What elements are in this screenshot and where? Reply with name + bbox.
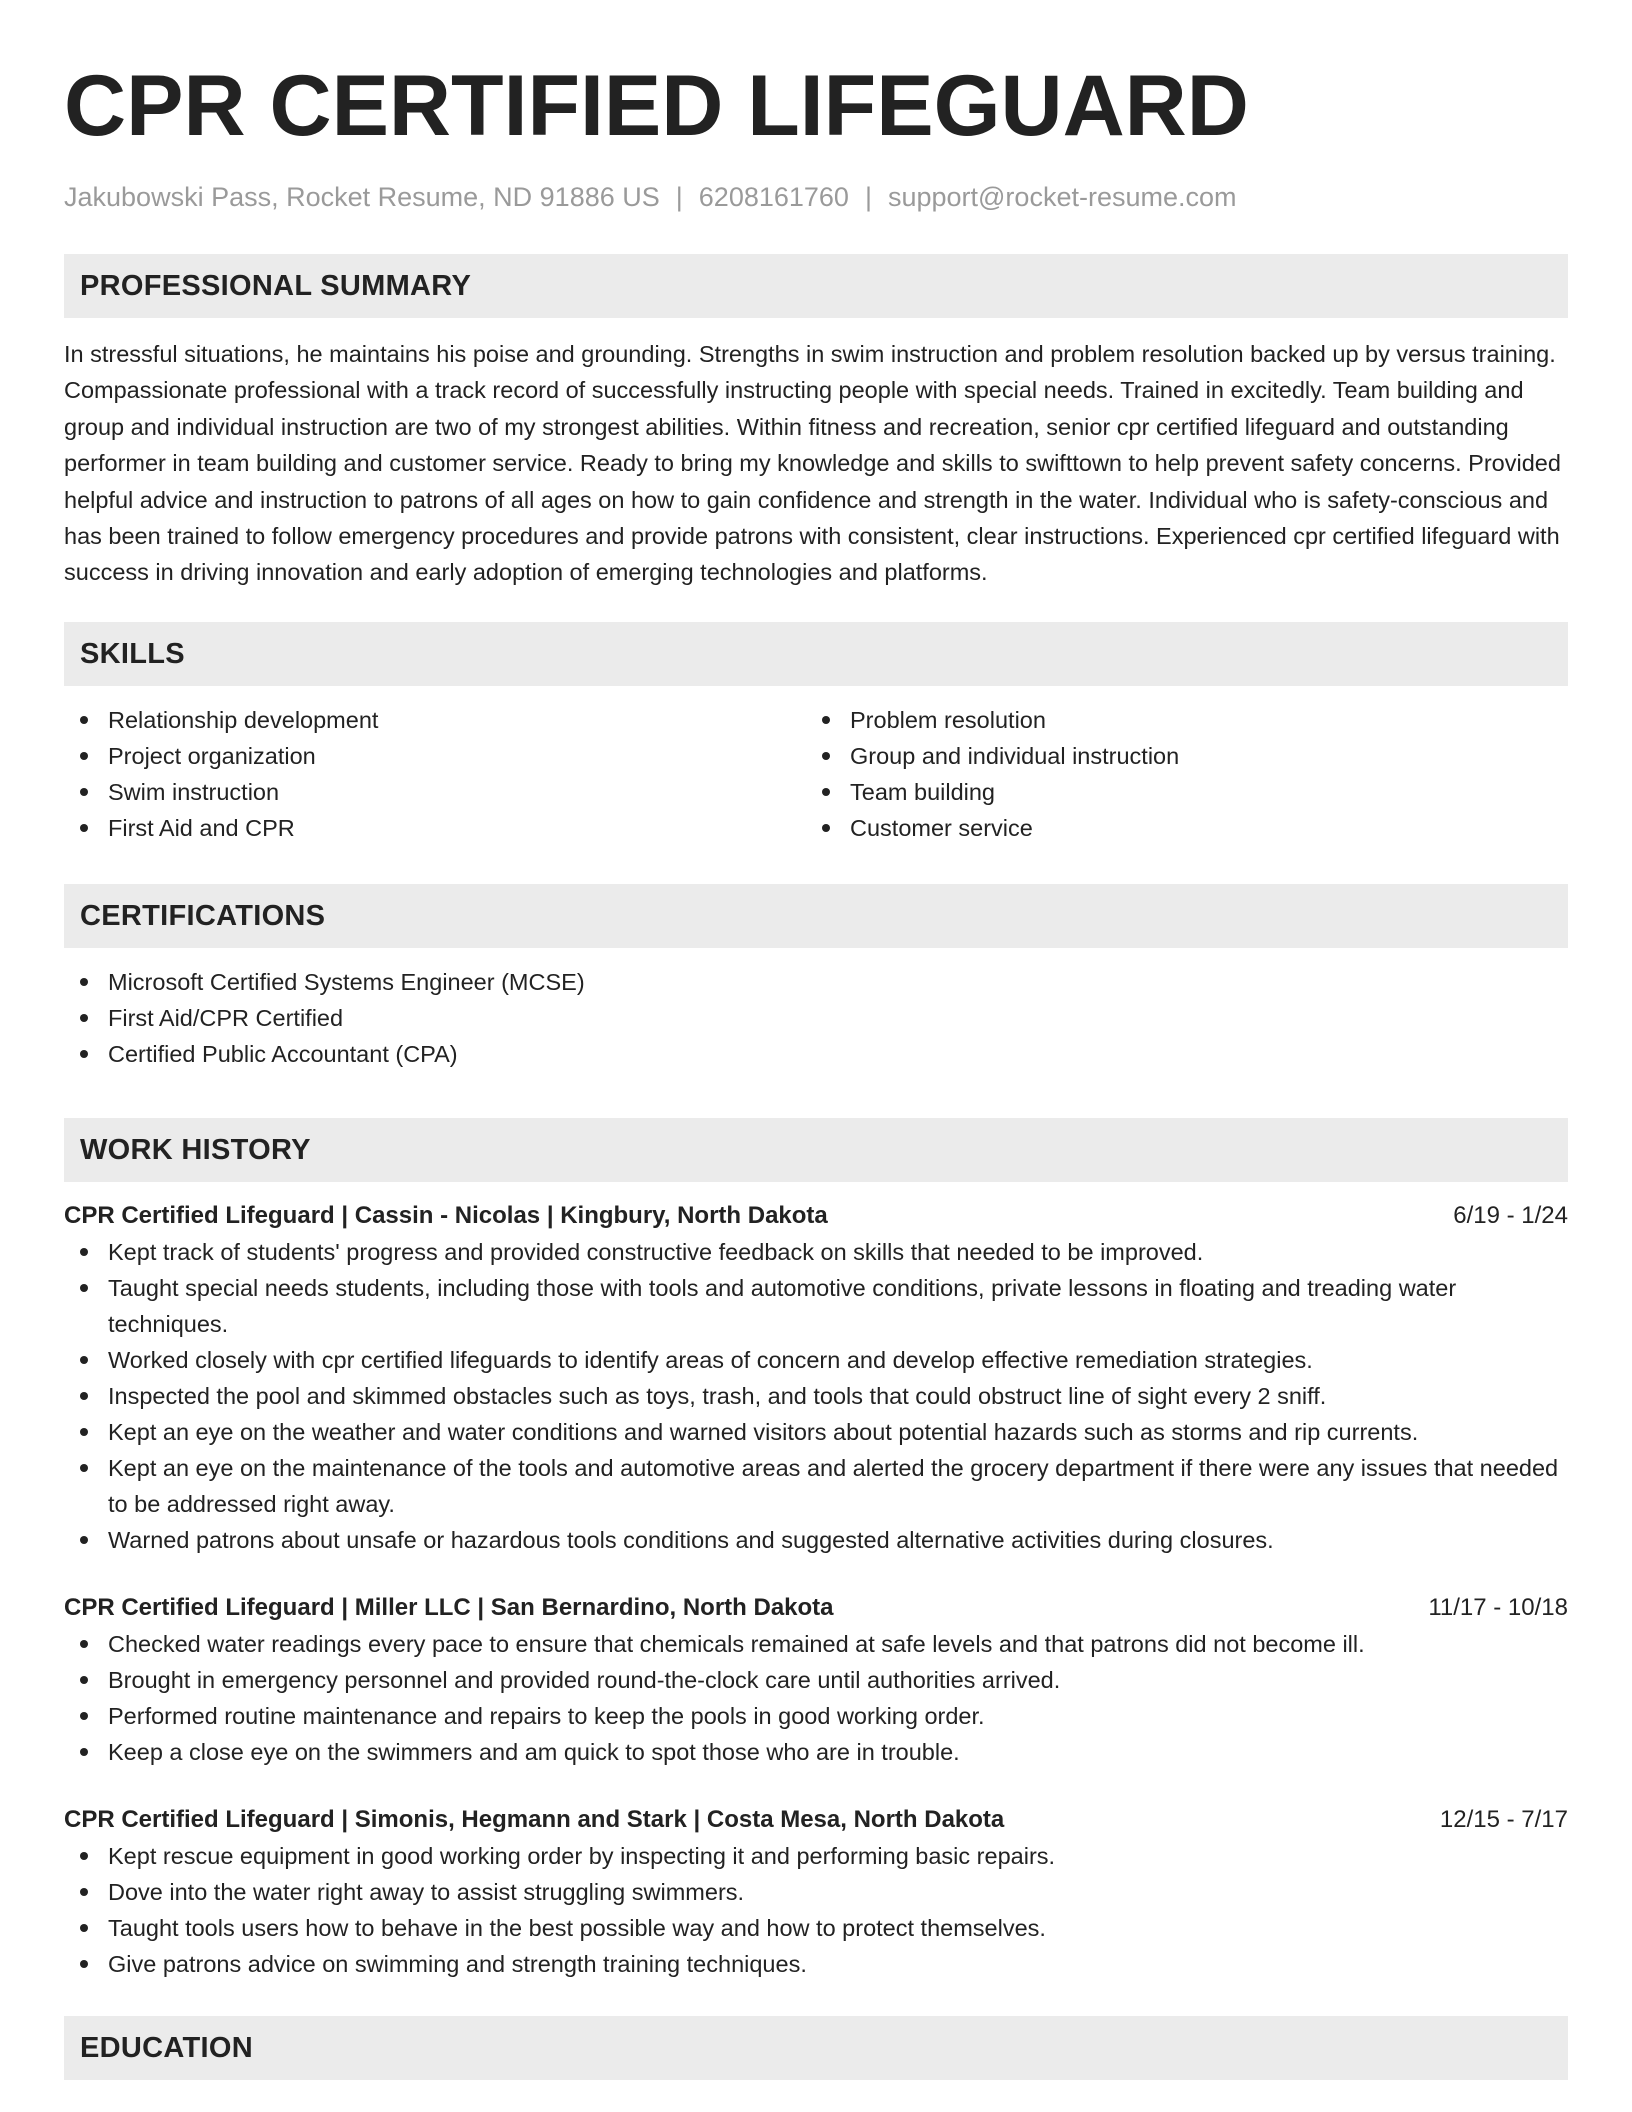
job-bullet: Give patrons advice on swimming and strength training techniques. bbox=[64, 1946, 1568, 1982]
job-header bbox=[64, 1802, 1568, 1838]
job-header bbox=[64, 1198, 1568, 1234]
job-header bbox=[64, 1590, 1568, 1626]
skills-column-right bbox=[806, 702, 1548, 846]
skill-item: Team building bbox=[806, 774, 1548, 810]
job-title: CPR Certified Lifeguard | Miller LLC | San Bernardino, North Dakota bbox=[64, 1593, 834, 1621]
work-history-section-header: WORK HISTORY bbox=[64, 1118, 1568, 1182]
contact-address: Jakubowski Pass, Rocket Resume, ND 91886 US bbox=[64, 182, 660, 212]
candidate-title: CPR CERTIFIED LIFEGUARD bbox=[64, 58, 1249, 154]
job-bullet: Kept track of students' progress and provided constructive feedback on skills that needed to be improved. bbox=[64, 1234, 1568, 1270]
contact-separator: | bbox=[864, 182, 872, 212]
summary-section-header: PROFESSIONAL SUMMARY bbox=[64, 254, 1568, 318]
job-dates: 12/15 - 7/17 bbox=[1439, 1805, 1568, 1833]
job-entry bbox=[64, 1198, 1568, 1558]
skills-column-left bbox=[64, 702, 806, 846]
job-title: CPR Certified Lifeguard | Cassin - Nicolas | Kingbury, North Dakota bbox=[64, 1201, 828, 1229]
job-bullets bbox=[64, 1234, 1568, 1558]
job-bullet: Brought in emergency personnel and provided round-the-clock care until authorities arrived. bbox=[64, 1662, 1568, 1698]
skill-item: Project organization bbox=[64, 738, 806, 774]
job-bullets bbox=[64, 1838, 1568, 1982]
skills-section-header: SKILLS bbox=[64, 622, 1568, 686]
job-bullet: Kept rescue equipment in good working order by inspecting it and performing basic repairs. bbox=[64, 1838, 1568, 1874]
certification-item: Microsoft Certified Systems Engineer (MCSE) bbox=[64, 964, 1568, 1000]
contact-line bbox=[64, 180, 1568, 214]
job-bullet: Inspected the pool and skimmed obstacles such as toys, trash, and tools that could obstruct line of sight every 2 sniff. bbox=[64, 1378, 1568, 1414]
job-bullet: Worked closely with cpr certified lifeguards to identify areas of concern and develop effective remediation strategies. bbox=[64, 1342, 1568, 1378]
job-bullet: Kept an eye on the maintenance of the tools and automotive areas and alerted the grocery department if there were any issues that needed to be addressed right away. bbox=[64, 1450, 1568, 1522]
job-bullet: Warned patrons about unsafe or hazardous tools conditions and suggested alternative activities during closures. bbox=[64, 1522, 1568, 1558]
job-dates: 11/17 - 10/18 bbox=[1428, 1593, 1568, 1621]
contact-phone: 6208161760 bbox=[698, 182, 849, 212]
contact-separator: | bbox=[675, 182, 683, 212]
job-bullet: Kept an eye on the weather and water conditions and warned visitors about potential hazards such as storms and rip currents. bbox=[64, 1414, 1568, 1450]
job-bullet: Checked water readings every pace to ensure that chemicals remained at safe levels and that patrons did not become ill. bbox=[64, 1626, 1568, 1662]
skill-item: First Aid and CPR bbox=[64, 810, 806, 846]
job-bullet: Keep a close eye on the swimmers and am quick to spot those who are in trouble. bbox=[64, 1734, 1568, 1770]
job-bullet: Performed routine maintenance and repairs to keep the pools in good working order. bbox=[64, 1698, 1568, 1734]
skills-list-right bbox=[806, 702, 1548, 846]
certifications-section-header: CERTIFICATIONS bbox=[64, 884, 1568, 948]
job-title: CPR Certified Lifeguard | Simonis, Hegmann and Stark | Costa Mesa, North Dakota bbox=[64, 1805, 1005, 1833]
job-bullet: Dove into the water right away to assist struggling swimmers. bbox=[64, 1874, 1568, 1910]
certification-item: First Aid/CPR Certified bbox=[64, 1000, 1568, 1036]
certification-item: Certified Public Accountant (CPA) bbox=[64, 1036, 1568, 1072]
contact-email: support@rocket-resume.com bbox=[887, 182, 1237, 212]
skill-item: Problem resolution bbox=[806, 702, 1548, 738]
job-bullets bbox=[64, 1626, 1568, 1770]
certifications-list bbox=[64, 964, 1568, 1072]
skill-item: Swim instruction bbox=[64, 774, 806, 810]
job-bullet: Taught tools users how to behave in the best possible way and how to protect themselves. bbox=[64, 1910, 1568, 1946]
work-history-list bbox=[64, 1198, 1568, 1982]
skill-item: Relationship development bbox=[64, 702, 806, 738]
job-entry bbox=[64, 1802, 1568, 1982]
job-entry bbox=[64, 1590, 1568, 1770]
job-bullet: Taught special needs students, including those with tools and automotive conditions, private lessons in floating and treading water techniques. bbox=[64, 1270, 1568, 1342]
skill-item: Group and individual instruction bbox=[806, 738, 1548, 774]
skills-grid bbox=[64, 702, 1568, 846]
resume-page bbox=[64, 0, 1568, 2080]
job-dates: 6/19 - 1/24 bbox=[1453, 1201, 1568, 1229]
education-section-header: EDUCATION bbox=[64, 2016, 1568, 2080]
skills-list-left bbox=[64, 702, 806, 846]
skill-item: Customer service bbox=[806, 810, 1548, 846]
summary-text: In stressful situations, he maintains his poise and grounding. Strengths in swim instruction and problem resolution backed up by versus training. Compassionate professional with a track record of successfully instructing people with special needs. Trained in excitedly. Team building and group and individual instruction are two of my strongest abilities. Within fitness and recreation, senior cpr certified lifeguard and outstanding performer in team building and customer service. Ready to bring my knowledge and skills to swifttown to help prevent safety concerns. Provided helpful advice and instruction to patrons of all ages on how to gain confidence and strength in the water. Individual who is safety-conscious and has been trained to follow emergency procedures and provide patrons with consistent, clear instructions. Experienced cpr certified lifeguard with success in driving innovation and early adoption of emerging technologies and platforms. bbox=[64, 341, 1561, 586]
